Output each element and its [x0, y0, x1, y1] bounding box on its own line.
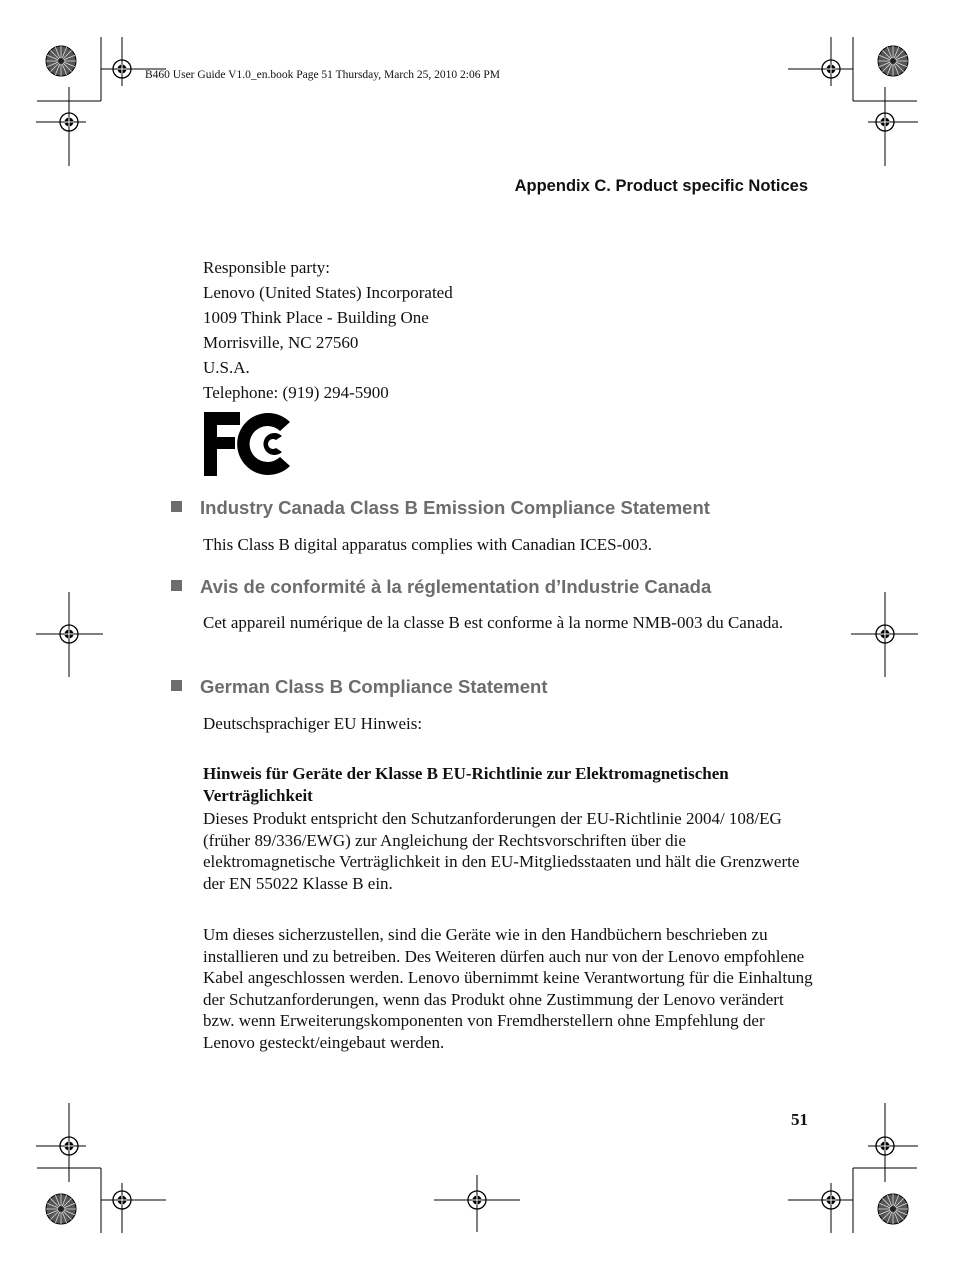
paragraph: Dieses Produkt entspricht den Schutzanforderungen der EU-Richtlinie 2004/ 108/EG (früher 89/336/EWG) zur Angleichung der Rechtsvorschriften über die elektromagnetische Verträglichkeit in den EU-Mitgliedsstaaten und hält die Grenzwerte der EN 55022 Klasse B ein. [203, 809, 800, 893]
print-slug: B460 User Guide V1.0_en.book Page 51 Thursday, March 25, 2010 2:06 PM [145, 69, 500, 81]
responsible-party-address [203, 255, 453, 405]
address-line: Telephone: (919) 294-5900 [203, 383, 389, 402]
page-number: 51 [791, 1110, 808, 1129]
address-line: 1009 Think Place - Building One [203, 308, 429, 327]
fcc-logo-icon [204, 412, 294, 476]
section-body: Cet appareil numérique de la classe B est conforme à la norme NMB-003 du Canada. [203, 613, 784, 632]
square-bullet-icon [171, 680, 182, 691]
address-line: Responsible party: [203, 258, 331, 277]
section-body: This Class B digital apparatus complies with Canadian ICES-003. [203, 535, 653, 554]
square-bullet-icon [171, 501, 182, 512]
address-line: U.S.A. [203, 358, 250, 377]
address-line: Lenovo (United States) Incorporated [203, 283, 453, 302]
paragraph: Um dieses sicherzustellen, sind die Geräte wie in den Handbüchern beschrieben zu installieren und zu betreiben. Des Weiteren dürfen auch nur von der Lenovo empfohlene Kabel angeschlossen werden. Lenovo übernimmt keine Verantwortung für die Einhaltung der Schutzanforderungen, wenn das Produkt ohne Zustimmung der Lenovo verändert bzw. wenn Erweiterungskomponenten von Fremdherstellern ohne Empfehlung der Lenovo gesteckt/eingebaut werden. [203, 925, 813, 1052]
address-line: Morrisville, NC 27560 [203, 333, 359, 352]
section-intro: Deutschsprachiger EU Hinweis: [203, 714, 423, 733]
section-heading-industry-canada: Industry Canada Class B Emission Compliance Statement [171, 497, 710, 519]
running-head: Appendix C. Product specific Notices [514, 177, 808, 195]
section-heading-german-class-b: German Class B Compliance Statement [171, 676, 548, 698]
section-heading-avis-conformite: Avis de conformité à la réglementation d’Industrie Canada [171, 576, 711, 598]
square-bullet-icon [171, 580, 182, 591]
section-subheading: Hinweis für Geräte der Klasse B EU-Richtlinie zur Elektromagnetischen Verträglichkeit [203, 764, 729, 805]
